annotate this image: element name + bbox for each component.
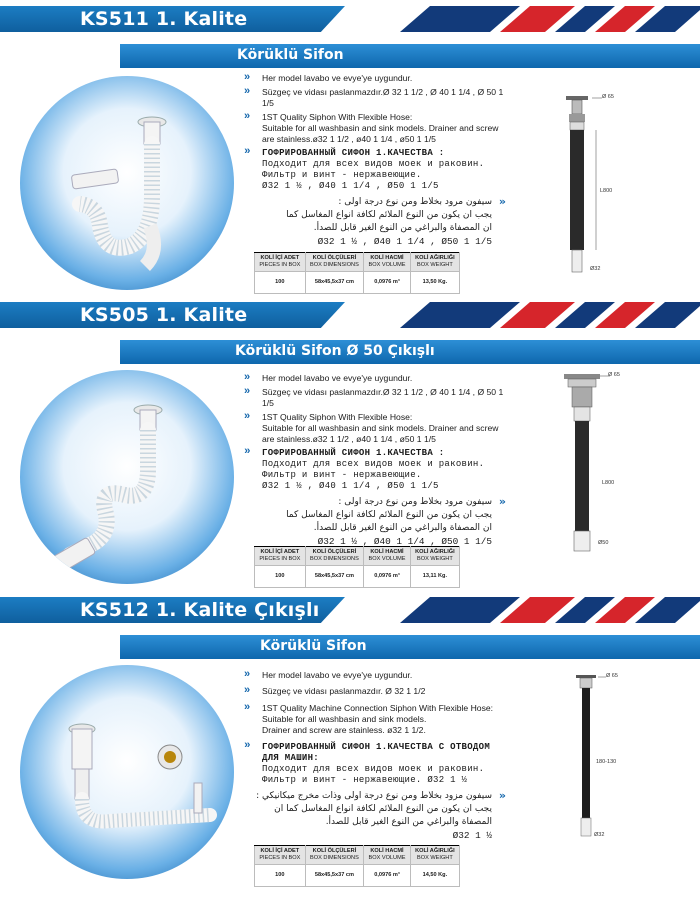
table-row: [255, 566, 460, 588]
english-line: are stainless.ø32 1 1/2 , ø40 1 1/4 , ø50 1 1/5: [262, 134, 436, 144]
title-bar: [0, 302, 700, 328]
bullet-item: [244, 742, 506, 786]
technical-drawing: [556, 370, 626, 560]
product-section-ks511: [0, 0, 700, 300]
table-cell: 58x45,5x37 cm: [305, 865, 364, 887]
table-cell: 13,11 Kg.: [410, 566, 459, 588]
table-header-row: [255, 253, 460, 272]
siphon-drawing: [552, 88, 622, 278]
table-cell: 100: [255, 566, 306, 588]
bullet-item: » Süzgeç ve vidası paslanmazdır.Ø 32 1 1/2 , Ø 40 1 1/4 , Ø 50 1 1/5: [244, 85, 504, 108]
arabic-line: يجب ان يكون من النوع الملائم لكافة انواع المغاسل كما ان: [274, 804, 492, 814]
bullet-item: » Süzgeç ve vidası paslanmazdır.Ø 32 1 1/2 , Ø 40 1 1/4 , Ø 50 1 1/5: [244, 385, 504, 408]
siphon-illustration: [20, 370, 234, 584]
table-header: KOLİ AĞIRLIĞI BOX WEIGHT: [410, 547, 459, 566]
table-cell: 13,50 Kg.: [410, 272, 459, 294]
table-header: KOLİ HACMİ BOX VOLUME: [364, 846, 411, 865]
table-header: KOLİ İÇİ ADET PIECES IN BOX: [255, 846, 306, 865]
russian-line: Ø32 1 ½ , Ø40 1 1/4 , Ø50 1 1/5: [262, 481, 439, 491]
arabic-line: سيفون مزود بخلاط ومن نوع درجة اولى وذات مخرج ميكانيكي :: [256, 791, 492, 801]
table-cell: 100: [255, 272, 306, 294]
english-heading: 1ST Quality Siphon With Flexible Hose:: [262, 412, 413, 422]
title-bar: [0, 597, 700, 623]
table-header: KOLİ ÖLÇÜLERİ BOX DIMENSIONS: [305, 547, 364, 566]
product-title: KS512 1. Kalite Çıkışlı: [80, 599, 320, 621]
bullet-item: » Her model lavabo ve evye'ye uygundur.: [244, 71, 413, 83]
table-header: KOLİ İÇİ ADET PIECES IN BOX: [255, 253, 306, 272]
table-cell: 14,50 Kg.: [410, 865, 459, 887]
product-description: [244, 670, 506, 845]
bullet-item: [244, 196, 506, 248]
product-photo: [20, 76, 234, 290]
title-bar: [0, 6, 700, 32]
dimension-label: Ø 65: [608, 372, 620, 378]
arabic-line: ان المصفاة والبراغي من النوع الغير قابل للصدأ.: [313, 223, 492, 233]
siphon-drawing: [566, 669, 636, 844]
product-section-ks512: [0, 595, 700, 900]
russian-line: Фильтр и винт - нержавеющие.: [262, 470, 422, 480]
russian-heading: ГОФРИРОВАННЫЙ СИФОН 1.КАЧЕСТВА С ОТВОДОМ ДЛЯ МАШИН:: [262, 742, 491, 763]
table-header: KOLİ İÇİ ADET PIECES IN BOX: [255, 547, 306, 566]
russian-line: Подходит для всех видов моек и раковин.: [262, 764, 485, 774]
decorative-stripes: [370, 6, 700, 32]
arabic-line: سيفون مرود بخلاط ومن نوع درجة اولى :: [338, 197, 492, 207]
arabic-line: يجب ان يكون من النوع الملائم لكافة انواع المغاسل كما: [286, 210, 492, 220]
table-row: [255, 272, 460, 294]
arabic-line: سيفون مرود بخلاط ومن نوع درجة اولى :: [338, 497, 492, 507]
english-heading: 1ST Quality Machine Connection Siphon With Flexible Hose:: [262, 703, 494, 713]
subtitle-bar: [120, 635, 700, 659]
table-header: KOLİ ÖLÇÜLERİ BOX DIMENSIONS: [305, 253, 364, 272]
table-cell: 0,0976 m³: [364, 272, 411, 294]
dimension-label: Ø50: [598, 540, 609, 546]
packaging-table: [254, 546, 460, 588]
dimension-label: L800: [602, 480, 615, 486]
table-row: [255, 865, 460, 887]
chevron-icon: »: [244, 371, 251, 383]
english-line: Drainer and screw are stainless. ø32 1 1/2.: [262, 725, 426, 735]
table-cell: 0,0976 m³: [364, 566, 411, 588]
table-header: KOLİ AĞIRLIĞI BOX WEIGHT: [410, 253, 459, 272]
decorative-stripes: [370, 302, 700, 328]
table-header-row: [255, 846, 460, 865]
chevron-icon: «: [498, 495, 506, 508]
dimension-label: Ø32: [594, 832, 605, 838]
arabic-sizes: Ø32 1 ½ , Ø40 1 1/4 , Ø50 1 1/5: [317, 236, 492, 247]
product-title: KS511 1. Kalite: [80, 8, 248, 30]
english-heading: 1ST Quality Siphon With Flexible Hose:: [262, 112, 413, 122]
chevron-icon: »: [244, 701, 251, 713]
table-cell: 58x45,5x37 cm: [305, 272, 364, 294]
chevron-icon: »: [244, 684, 251, 696]
chevron-icon: »: [244, 71, 251, 83]
russian-line: Подходит для всех видов моек и раковин.: [262, 159, 485, 169]
chevron-icon: »: [244, 146, 251, 158]
product-subtitle: Körüklü Sifon: [260, 638, 367, 654]
table-cell: 58x45,5x37 cm: [305, 566, 364, 588]
russian-line: Фильтр и винт - нержавеющие.: [262, 170, 422, 180]
product-section-ks505: [0, 300, 700, 595]
chevron-icon: »: [244, 385, 251, 397]
bullet-item: [244, 448, 506, 492]
chevron-icon: »: [244, 110, 251, 122]
bullet-item: [244, 790, 506, 842]
arabic-line: يجب ان يكون من النوع الملائم لكافة انواع المغاسل كما: [286, 510, 492, 520]
decorative-stripes: [370, 597, 700, 623]
table-header: KOLİ HACMİ BOX VOLUME: [364, 253, 411, 272]
siphon-drawing: [556, 370, 626, 560]
russian-line: Ø32 1 ½ , Ø40 1 1/4 , Ø50 1 1/5: [262, 181, 439, 191]
packaging-table: [254, 252, 460, 294]
english-line: Suitable for all washbasin and sink models. Drainer and screw: [262, 423, 499, 433]
product-photo: [20, 370, 234, 584]
russian-heading: ГОФРИРОВАННЫЙ СИФОН 1.КАЧЕСТВА :: [262, 148, 445, 158]
arabic-line: ان المصفاة والبراغي من النوع الغير قابل للصدأ.: [313, 523, 492, 533]
chevron-icon: «: [498, 195, 506, 208]
product-subtitle: Körüklü Sifon Ø 50 Çıkışlı: [235, 343, 435, 359]
table-header: KOLİ HACMİ BOX VOLUME: [364, 547, 411, 566]
table-cell: 0,0976 m³: [364, 865, 411, 887]
english-line: Suitable for all washbasin and sink models.: [262, 714, 427, 724]
product-description: [244, 373, 506, 551]
chevron-icon: »: [244, 668, 251, 680]
table-header: KOLİ AĞIRLIĞI BOX WEIGHT: [410, 846, 459, 865]
table-cell: 100: [255, 865, 306, 887]
bullet-item: [244, 112, 506, 145]
bullet-item: » Her model lavabo ve evye'ye uygundur.: [244, 668, 413, 680]
table-header: KOLİ ÖLÇÜLERİ BOX DIMENSIONS: [305, 846, 364, 865]
packaging-table: [254, 845, 460, 887]
chevron-icon: »: [244, 740, 251, 752]
technical-drawing: [552, 88, 622, 278]
russian-heading: ГОФРИРОВАННЫЙ СИФОН 1.КАЧЕСТВА :: [262, 448, 445, 458]
english-line: are stainless.ø32 1 1/2 , ø40 1 1/4 , ø50 1 1/5: [262, 434, 436, 444]
siphon-illustration: [20, 76, 234, 290]
arabic-line: المصفاة والبراغي من النوع الغير قابل للصدأ.: [325, 817, 492, 827]
bullet-item: » Süzgeç ve vidası paslanmazdır. Ø 32 1 1/2: [244, 684, 426, 696]
product-title: KS505 1. Kalite: [80, 304, 248, 326]
product-subtitle: Körüklü Sifon: [237, 47, 344, 63]
arabic-sizes: Ø32 1 ½: [452, 830, 492, 841]
bullet-item: » Her model lavabo ve evye'ye uygundur.: [244, 371, 413, 383]
table-header-row: [255, 547, 460, 566]
product-description: [244, 73, 506, 251]
chevron-icon: »: [244, 446, 251, 458]
dimension-label: L800: [600, 188, 613, 194]
product-photo: [20, 665, 234, 879]
siphon-illustration: [20, 665, 234, 879]
bullet-item: [244, 496, 506, 548]
bullet-item: [244, 703, 506, 736]
bullet-item: [244, 148, 506, 192]
bullet-item: [244, 412, 506, 445]
chevron-icon: »: [244, 410, 251, 422]
chevron-icon: «: [498, 789, 506, 802]
dimension-label: 180-130: [596, 759, 617, 765]
dimension-label: Ø32: [590, 266, 601, 272]
subtitle-bar: [120, 340, 700, 364]
chevron-icon: »: [244, 85, 251, 97]
dimension-label: Ø 65: [602, 94, 614, 100]
russian-line: Подходит для всех видов моек и раковин.: [262, 459, 485, 469]
russian-line: Фильтр и винт - нержавеющие. Ø32 1 ½: [262, 775, 468, 785]
technical-drawing: [566, 669, 636, 844]
dimension-label: Ø 65: [606, 673, 618, 679]
arabic-sizes: Ø32 1 ½ , Ø40 1 1/4 , Ø50 1 1/5: [317, 536, 492, 547]
subtitle-bar: [120, 44, 700, 68]
english-line: Suitable for all washbasin and sink models. Drainer and screw: [262, 123, 499, 133]
